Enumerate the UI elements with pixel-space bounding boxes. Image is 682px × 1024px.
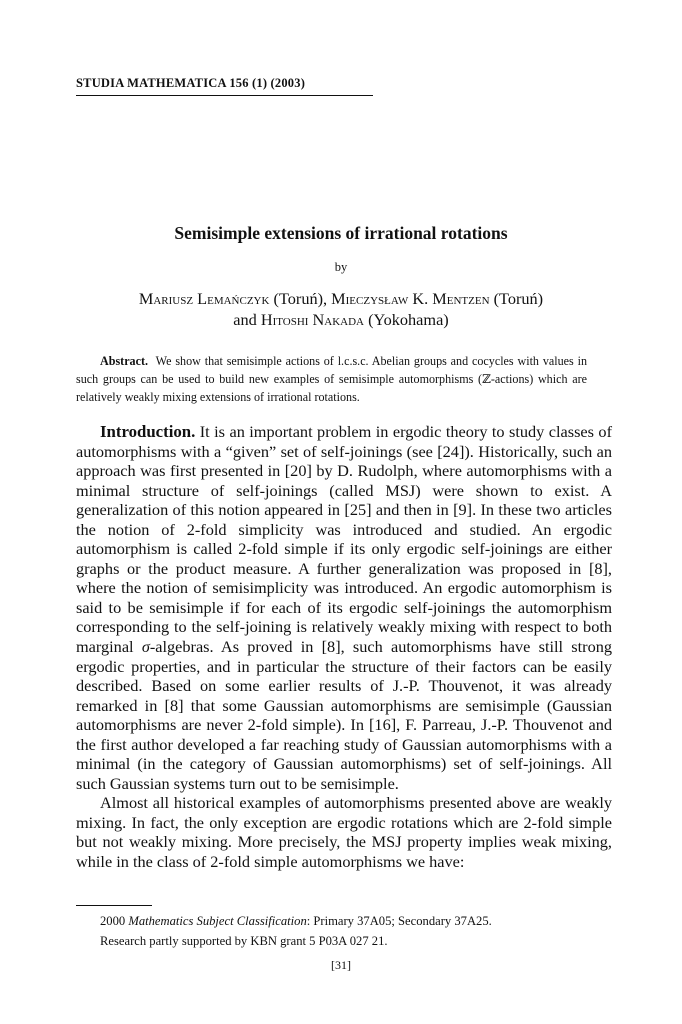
intro-paragraph-1 bbox=[76, 422, 612, 793]
msc-codes: : Primary 37A05; Secondary 37A25. bbox=[306, 914, 492, 928]
affiliation-torun-2: (Toruń) bbox=[489, 289, 544, 308]
and-connector: and bbox=[233, 310, 261, 329]
author-lemanczyk: Mariusz Lemańczyk bbox=[138, 289, 270, 308]
msc-year: 2000 bbox=[100, 914, 129, 928]
author-mentzen: Mieczysław K. Mentzen bbox=[331, 289, 490, 308]
intro-paragraph-2: Almost all historical examples of automorphisms presented above are weakly mixing. In fact, the only exception are ergodic rotations which are 2-fold simple but not weakly mixing. More precisely, the MSJ property implies weak mixing, while in the class of 2-fold simple automorphisms we have: bbox=[76, 793, 612, 872]
journal-header: STUDIA MATHEMATICA 156 (1) (2003) bbox=[76, 76, 306, 90]
paper-title: Semisimple extensions of irrational rotations bbox=[174, 223, 508, 243]
sigma-symbol: σ bbox=[141, 637, 150, 657]
msc-label: Mathematics Subject Classification bbox=[128, 914, 307, 928]
affiliation-yokohama: (Yokohama) bbox=[364, 310, 449, 329]
intro-label: Introduction. bbox=[100, 422, 196, 441]
authors bbox=[60, 288, 622, 330]
support-footnote: Research partly supported by KBN grant 5 P03A 027 21. bbox=[100, 934, 388, 948]
page-number: [31] bbox=[331, 958, 351, 972]
intro-text-1b: -algebras. As proved in [8], such automorphisms have still strong ergodic properties, and in particular the structure of their factors can be easily described. Based on some earlier results of J.-P. Thouvenot, it was already remarked in [8] that some Gaussian automorphisms are semisimple (Gaussian automorphisms are never 2-fold simple). In [16], F. Parreau, J.-P. Thouvenot and the first author developed a far reaching study of Gaussian automorphisms with a minimal (in the category of Gaussian automorphisms) set of self-joinings. All such Gaussian systems turn out to be semisimple. bbox=[76, 637, 612, 793]
article-body bbox=[76, 422, 612, 872]
intro-text-1a: It is an important problem in ergodic theory to study classes of automorphisms with a “given” set of self-joinings (see [24]). Historically, such an approach was first presented in [20] by D. Rudolph, where automorphisms with a minimal structure of self-joinings (called MSJ) were shown to exist. A generalization of this notion appeared in [25] and then in [9]. In these two articles the notion of 2-fold simplicity was introduced and studied. An ergodic automorphism is called 2-fold simple if its only ergodic self-joinings are either graphs or the product measure. A further generalization was proposed in [8], where the notion of semisimplicity was introduced. An ergodic automorphism is said to be semisimple if for each of its ergodic self-joinings the automorphism corresponding to the self-joining is relatively weakly mixing with respect to both marginal bbox=[76, 422, 612, 657]
abstract-label: Abstract. bbox=[100, 354, 149, 368]
by-line: by bbox=[334, 260, 348, 274]
abstract-text: We show that semisimple actions of l.c.s.c. Abelian groups and cocycles with values in such groups can be used to build new examples of semisimple automorphisms (ℤ-actions) which are relatively weakly mixing extensions of irrational rotations. bbox=[76, 354, 587, 404]
affiliation-torun-1: (Toruń), bbox=[269, 289, 332, 308]
footnotes bbox=[76, 911, 612, 951]
footnote-rule bbox=[76, 905, 152, 906]
author-nakada: Hitoshi Nakada bbox=[260, 310, 364, 329]
abstract bbox=[76, 352, 587, 406]
header-rule bbox=[76, 95, 373, 96]
msc-footnote bbox=[76, 911, 612, 931]
